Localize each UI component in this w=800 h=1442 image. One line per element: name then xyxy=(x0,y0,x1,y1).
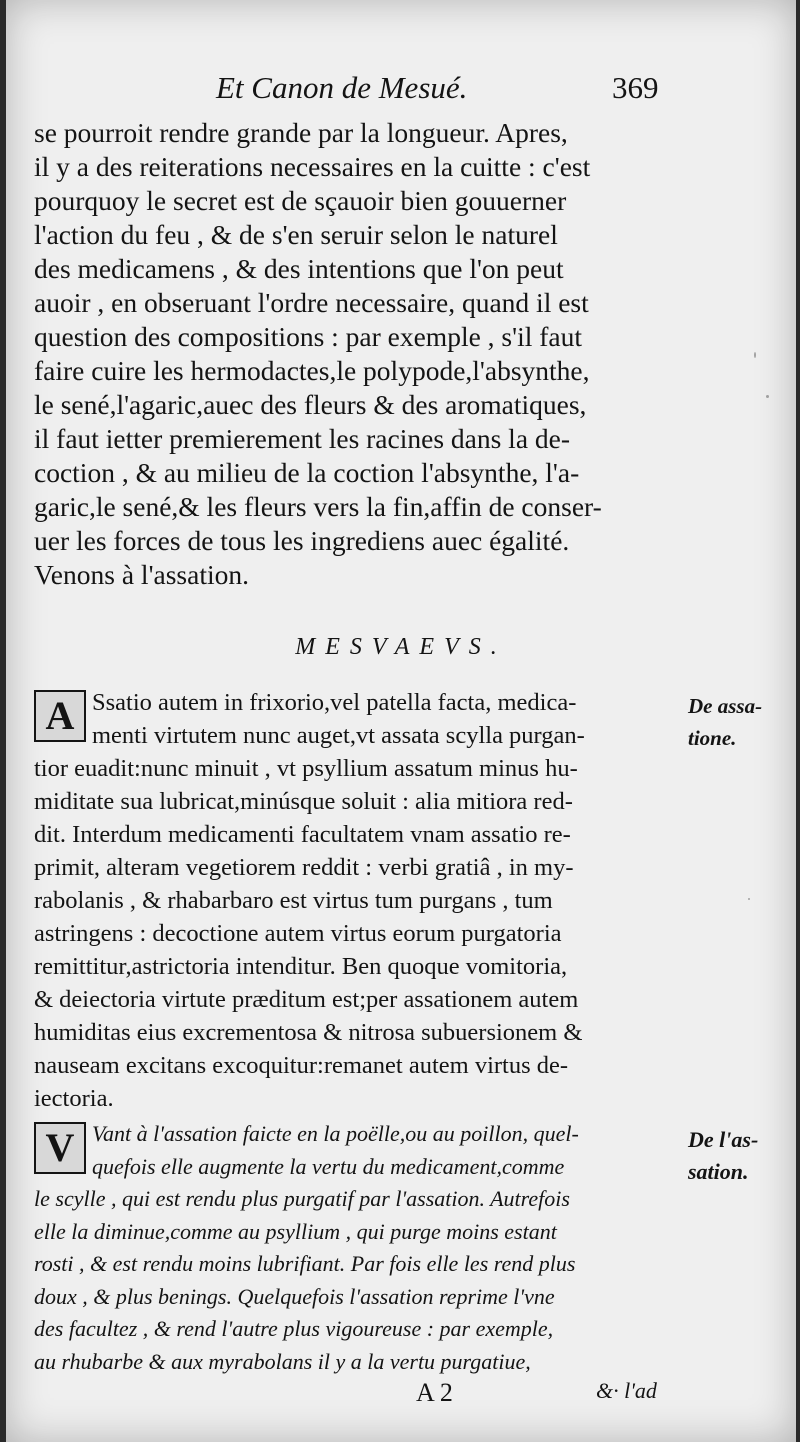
text-line: tior euadit:nunc minuit , vt psyllium assatum minus hu- xyxy=(34,755,578,782)
text-line: iectoria. xyxy=(34,1085,114,1112)
text-line: rosti , & est rendu moins lubrifiant. Par fois elle les rend plus xyxy=(34,1251,576,1276)
text-line: faire cuire les hermodactes,le polypode,l'absynthe, xyxy=(34,355,590,386)
french-paragraph-2 xyxy=(34,1118,684,1378)
dropcap-initial: V xyxy=(34,1122,86,1174)
text-line: garic,le sené,& les fleurs vers la fin,affin de conser- xyxy=(34,491,602,522)
text-line: coction , & au milieu de la coction l'absynthe, l'a- xyxy=(34,457,580,488)
page-header xyxy=(6,70,796,110)
text-line: il y a des reiterations necessaires en la cuitte : c'est xyxy=(34,151,591,182)
text-line: le scylle , qui est rendu plus purgatif par l'assation. Autrefois xyxy=(34,1186,570,1211)
text-line: elle la diminue,comme au psyllium , qui purge moins estant xyxy=(34,1218,557,1244)
dropcap-initial: A xyxy=(34,690,86,742)
ink-speck xyxy=(754,352,756,358)
text-line: Ssatio autem in frixorio,vel patella facta, medica- xyxy=(92,689,577,716)
text-line: question des compositions : par exemple , s'il faut xyxy=(34,321,582,352)
ink-speck xyxy=(766,395,769,398)
french-paragraph-1 xyxy=(34,116,684,592)
text-line: uer les forces de tous les ingrediens auec égalité. xyxy=(34,525,570,556)
catchword: &· l'ad xyxy=(596,1378,657,1403)
text-line: au rhubarbe & aux myrabolans il y a la vertu purgatiue, xyxy=(34,1348,531,1374)
text-line: des facultez , & rend l'autre plus vigoureuse : par exemple, xyxy=(34,1316,554,1341)
text-line: remittitur,astrictoria intenditur. Ben quoque vomitoria, xyxy=(34,953,568,980)
page-number: 369 xyxy=(612,70,659,105)
latin-paragraph xyxy=(34,686,684,1115)
text-line: dit. Interdum medicamenti facultatem vnam assatio re- xyxy=(34,821,571,848)
text-line: des medicamens , & des intentions que l'on peut xyxy=(34,253,564,284)
text-line: nauseam excitans excoquitur:remanet autem virtus de- xyxy=(34,1052,569,1079)
text-line: miditate sua lubricat,minúsque soluit : alia mitiora red- xyxy=(34,788,573,815)
text-line: & deiectoria virtute præditum est;per assationem autem xyxy=(34,986,579,1013)
margin-note-assatione xyxy=(688,690,794,754)
margin-note-line: De assa- xyxy=(688,694,763,718)
text-line: humiditas eius excrementosa & nitrosa subuersionem & xyxy=(34,1019,583,1046)
signature-mark: A 2 xyxy=(416,1378,453,1407)
text-line: le sené,l'agaric,auec des fleurs & des aromatiques, xyxy=(34,389,587,420)
text-line: Venons à l'assation. xyxy=(34,559,249,590)
text-line: astringens : decoctione autem virtus eorum purgatoria xyxy=(34,920,562,947)
book-page xyxy=(6,0,796,1442)
text-line: auoir , en obseruant l'ordre necessaire, quand il est xyxy=(34,287,589,318)
text-line: menti virtutem nunc auget,vt assata scylla purgan- xyxy=(92,722,585,749)
text-line: Vant à l'assation faicte en la poëlle,ou au poillon, quel- xyxy=(92,1121,579,1146)
running-head: Et Canon de Mesué. xyxy=(216,70,468,105)
text-line: rabolanis , & rhabarbaro est virtus tum purgans , tum xyxy=(34,887,553,914)
text-line: pourquoy le secret est de sçauoir bien gouuerner xyxy=(34,185,567,216)
text-line: primit, alteram vegetiorem reddit : verbi gratiâ , in my- xyxy=(34,854,574,881)
text-line: l'action du feu , & de s'en seruir selon le naturel xyxy=(34,219,558,250)
margin-note-line: tione. xyxy=(688,726,737,750)
margin-note-assation xyxy=(688,1124,794,1188)
text-line: doux , & plus benings. Quelquefois l'assation reprime l'vne xyxy=(34,1283,555,1309)
text-line: se pourroit rendre grande par la longueur. Apres, xyxy=(34,117,568,148)
ink-speck xyxy=(748,898,750,900)
margin-note-line: De l'as- xyxy=(688,1127,759,1152)
text-line: quefois elle augmente la vertu du medicament,comme xyxy=(92,1153,565,1179)
text-line: il faut ietter premierement les racines dans la de- xyxy=(34,423,571,454)
section-heading: MESVAEVS. xyxy=(295,634,507,660)
margin-note-line: sation. xyxy=(688,1159,749,1184)
